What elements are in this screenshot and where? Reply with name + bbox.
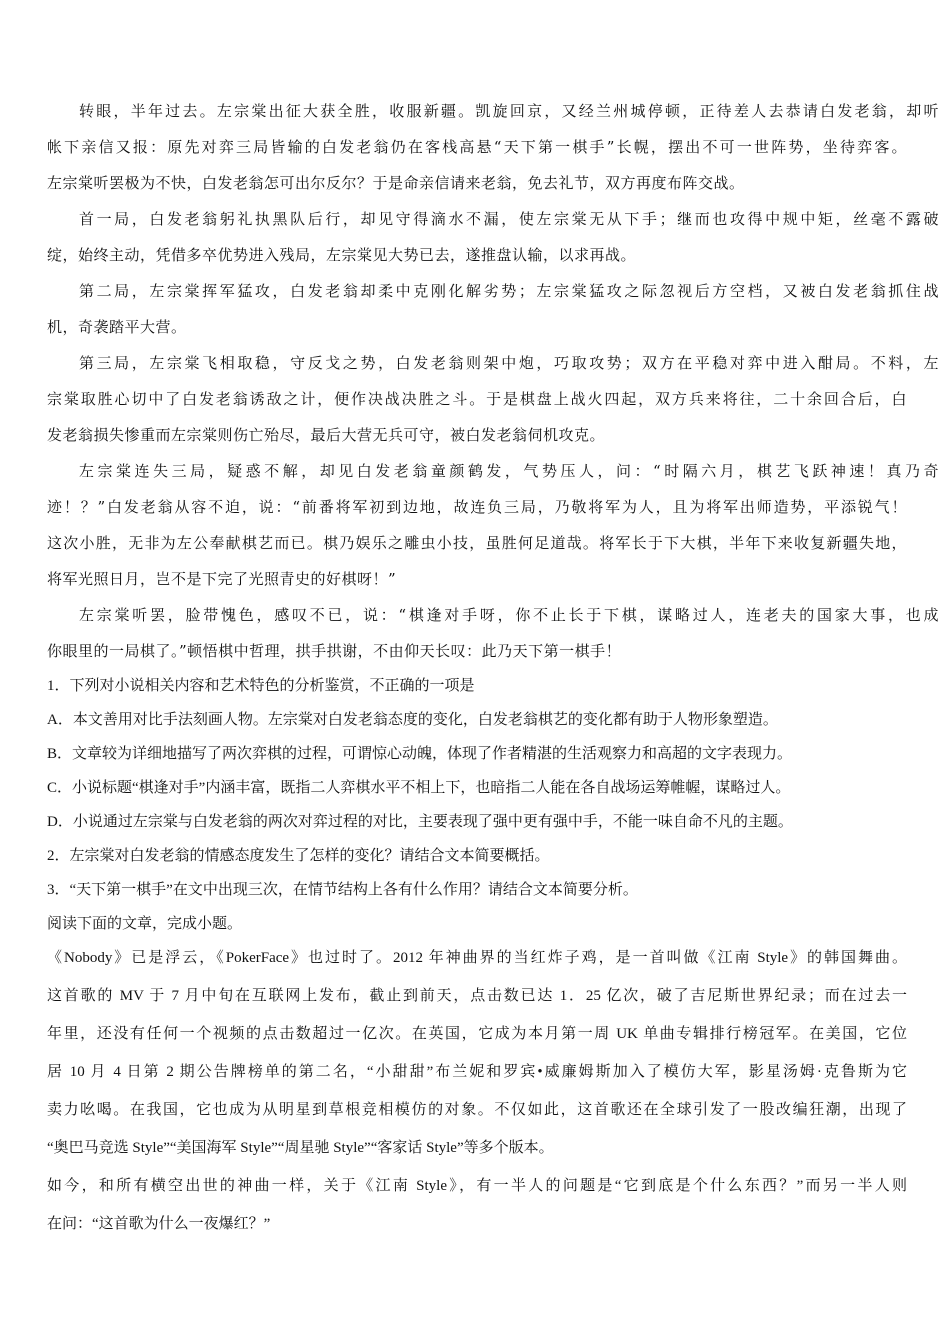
question-1-option-d: D．小说通过左宗棠与白发老翁的两次对弈过程的对比，主要表现了强中更有强中手，不能一味自命不凡的主题。 (47, 814, 793, 830)
story-line: 第三局，左宗棠飞相取稳，守反戈之势，白发老翁则架中炮，巧取攻势；双方在平稳对弈中进入酣局。不料，左 (79, 354, 939, 372)
article-line: 年里，还没有任何一个视频的点击数超过一亿次。在英国，它成为本月第一周 UK 单曲专辑排行榜冠军。在美国，它位 (47, 1026, 907, 1042)
story-line: 左宗棠听罢极为不快，白发老翁怎可出尔反尔？于是命亲信请来老翁，免去礼节，双方再度布阵交战。 (47, 174, 745, 192)
question-2: 2．左宗棠对白发老翁的情感态度发生了怎样的变化？请结合文本简要概括。 (47, 848, 550, 864)
article-line: 居 10 月 4 日第 2 期公告牌榜单的第二名，“小甜甜”布兰妮和罗宾•威廉姆斯加入了模仿大军，影星汤姆·克鲁斯为它 (47, 1064, 907, 1080)
article-line: 在问：“这首歌为什么一夜爆红？” (47, 1216, 271, 1232)
article-line: 如今，和所有横空出世的神曲一样，关于《江南 Style》，有一半人的问题是“它到底是个什么东西？”而另一半人则 (47, 1178, 907, 1194)
story-line: 帐下亲信又报：原先对弈三局皆输的白发老翁仍在客栈高悬“天下第一棋手”长幌，摆出不可一世阵势，坐待弈客。 (47, 138, 907, 156)
reading-instruction: 阅读下面的文章，完成小题。 (47, 916, 243, 932)
article-line: 卖力吆喝。在我国，它也成为从明星到草根竞相模仿的对象。不仅如此，这首歌还在全球引发了一股改编狂潮，出现了 (47, 1102, 907, 1118)
story-line: 第二局，左宗棠挥军猛攻，白发老翁却柔中克刚化解劣势；左宗棠猛攻之际忽视后方空档，又被白发老翁抓住战 (79, 282, 939, 300)
story-line: 你眼里的一局棋了。”顿悟棋中哲理，拱手拱谢，不由仰天长叹：此乃天下第一棋手！ (47, 642, 622, 660)
story-line: 宗棠取胜心切中了白发老翁诱敌之计，便作决战决胜之斗。于是棋盘上战火四起，双方兵来将往，二十余回合后，白 (47, 390, 907, 408)
question-1-stem: 1．下列对小说相关内容和艺术特色的分析鉴赏，不正确的一项是 (47, 678, 475, 694)
story-line: 转眼，半年过去。左宗棠出征大获全胜，收服新疆。凯旋回京，又经兰州城停顿，正待差人去恭请白发老翁，却听 (79, 102, 939, 120)
article-line: 《Nobody》已是浮云，《PokerFace》也过时了。2012 年神曲界的当红炸子鸡，是一首叫做《江南 Style》的韩国舞曲。 (47, 950, 907, 966)
story-line: 左宗棠听罢，脸带愧色，感叹不已，说：“棋逢对手呀，你不止长于下棋，谋略过人，连老夫的国家大事，也成 (79, 606, 939, 624)
question-1-option-b: B．文章较为详细地描写了两次弈棋的过程，可谓惊心动魄，体现了作者精湛的生活观察力和高超的文字表现力。 (47, 746, 793, 762)
story-line: 这次小胜，无非为左公奉献棋艺而已。棋乃娱乐之雕虫小技，虽胜何足道哉。将军长于下大棋，半年下来收复新疆失地， (47, 534, 907, 552)
story-line: 机，奇袭踏平大营。 (47, 318, 187, 336)
question-1-option-a: A．本文善用对比手法刻画人物。左宗棠对白发老翁态度的变化，白发老翁棋艺的变化都有助于人物形象塑造。 (47, 712, 778, 728)
story-line: 迹！？”白发老翁从容不迫，说：“前番将军初到边地，故连负三局，乃敬将军为人，且为将军出师造势，平添锐气！ (47, 498, 907, 516)
article-line: 这首歌的 MV 于 7 月中旬在互联网上发布，截止到前天，点击数已达 1．25 亿次，破了吉尼斯世界纪录；而在过去一 (47, 988, 907, 1004)
question-3: 3．“天下第一棋手”在文中出现三次，在情节结构上各有什么作用？请结合文本简要分析。 (47, 882, 638, 898)
story-line: 绽，始终主动，凭借多卒优势进入残局，左宗棠见大势已去，遂推盘认输，以求再战。 (47, 246, 637, 264)
article-line: “奥巴马竞选 Style”“美国海军 Style”“周星驰 Style”“客家话 Style”等多个版本。 (47, 1140, 554, 1156)
story-line: 将军光照日月，岂不是下完了光照青史的好棋呀！” (47, 570, 397, 588)
story-line: 发老翁损失惨重而左宗棠则伤亡殆尽，最后大营无兵可守，被白发老翁伺机攻克。 (47, 426, 606, 444)
story-line: 首一局，白发老翁躬礼执黑队后行，却见守得滴水不漏，使左宗棠无从下手；继而也攻得中规中矩，丝毫不露破 (79, 210, 939, 228)
story-line: 左宗棠连失三局，疑惑不解，却见白发老翁童颜鹤发，气势压人，问：“时隔六月，棋艺飞跃神速！真乃奇 (79, 462, 939, 480)
question-1-option-c: C．小说标题“棋逢对手”内涵丰富，既指二人弈棋水平不相上下，也暗指二人能在各自战场运筹帷幄，谋略过人。 (47, 780, 791, 796)
